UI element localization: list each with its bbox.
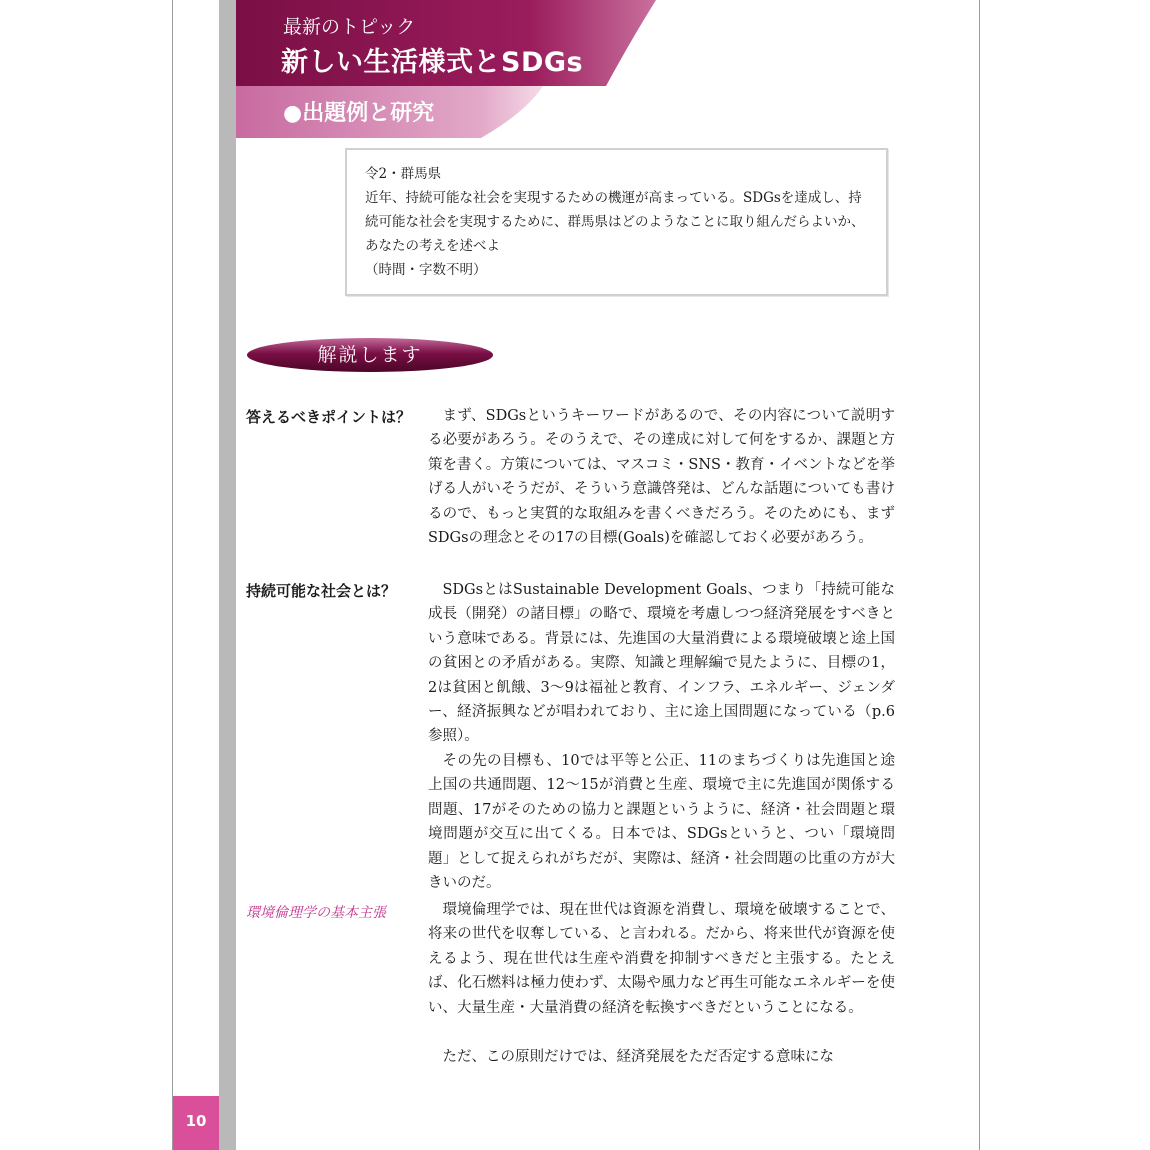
question-body: 近年、持続可能な社会を実現するための機運が高まっている。SDGsを達成し、持続可能な社会を実現するために、群馬県はどのようなことに取り組んだらよいか、あなたの考えを述べよ bbox=[365, 190, 865, 254]
page bbox=[172, 0, 980, 1150]
vertical-gray-bar bbox=[219, 0, 236, 1150]
page-title: 新しい生活様式とSDGs bbox=[281, 47, 584, 78]
explain-heading: 解説します bbox=[317, 344, 423, 366]
side-label-points: 答えるべきポイントは？ bbox=[246, 408, 412, 426]
body-paragraph-continued: ただ、この原則だけでは、経済発展をただ否定する意味にな bbox=[442, 1049, 834, 1065]
body-paragraph-sdgs: SDGsとはSustainable Development Goals、つまり「持続可能な成長（開発）の諸目標」の略で、環境を考慮しつつ経済発展をすべきという意味である。背景には、先進国の大量消費による環境破壊と途上国の貧困との矛盾がある。実際、知識と理解編で見たように、目標の1，2は貧困と飢餓、3～9は福祉と教育、インフラ、エネルギー、ジェンダー、経済振興などが唱われており、主に途上国問題になっている（p.6参照）。 bbox=[428, 582, 895, 745]
question-note: （時間・字数不明） bbox=[365, 262, 487, 278]
body-paragraph-goals: その先の目標も、10では平等と公正、11のまちづくりは先進国と途上国の共通問題、12～15が消費と生産、環境で主に先進国が関係する問題、17がそのための協力と課題というように、経済・社会問題と環境問題が交互に出てくる。日本では、SDGsというと、つい「環境問題」として捉えられがちだが、実際は、経済・社会問題の比重の方が大きいのだ。 bbox=[428, 753, 895, 892]
question-source: 令2・群馬県 bbox=[365, 166, 442, 182]
section-subtitle: ●出題例と研究 bbox=[283, 101, 435, 126]
body-paragraph-ethics: 環境倫理学では、現在世代は資源を消費し、環境を破壊することで、将来の世代を収奪している、と言われる。だから、将来世代が資源を使えるよう、現在世代は生産や消費を抑制すべきだと主張する。たとえば、化石燃料は極力使わず、太陽や風力など再生可能なエネルギーを使い、大量生産・大量消費の経済を転換すべきだということになる。 bbox=[428, 902, 895, 1016]
side-label-sustainable-society: 持続可能な社会とは？ bbox=[246, 582, 397, 600]
body-paragraph-points: まず、SDGsというキーワードがあるので、その内容について説明する必要があろう。そのうえで、その達成に対して何をするか、課題と方策を書く。方策については、マスコミ・SNS・教育・イベントなどを挙げる人がいそうだが、そういう意識啓発は、どんな話題についても書けるので、もっと実質的な取組みを書くべきだろう。そのためにも、まずSDGsの理念とその17の目標(Goals)を確認しておく必要があろう。 bbox=[428, 408, 895, 547]
header-kicker: 最新のトピック bbox=[283, 16, 416, 38]
page-number: 10 bbox=[185, 1112, 207, 1130]
exam-question-box bbox=[345, 148, 888, 296]
left-margin-strip bbox=[173, 0, 219, 1150]
side-label-environmental-ethics: 環境倫理学の基本主張 bbox=[246, 905, 386, 921]
